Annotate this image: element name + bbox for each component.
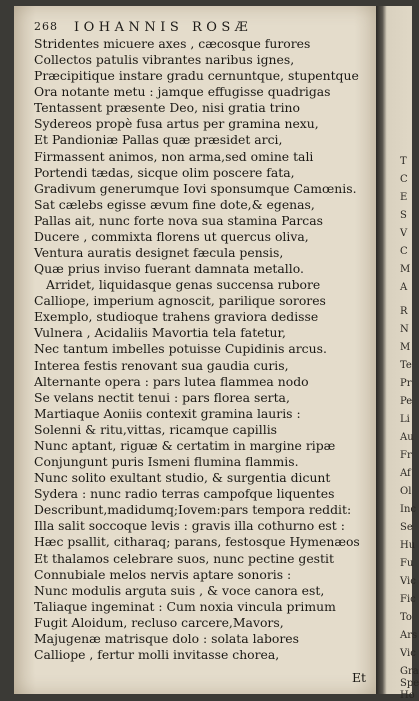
facing-line-fragment: Ho <box>400 690 415 701</box>
verse-line: Sat cælebs egisse ævum fine dote,& egenas, <box>34 196 315 212</box>
verse-line: Interea festis renovant sua gaudia curis, <box>34 357 289 373</box>
facing-line-fragment: S <box>400 210 407 221</box>
facing-line-fragment: Af <box>400 468 411 479</box>
verse-line: Describunt,madidumq;Iovem:pars tempora reddit: <box>34 502 352 518</box>
verse-line: Collectos patulis vibrantes naribus ignes, <box>34 52 295 68</box>
verse-line: Sydera : nunc radio terras campofque liquentes <box>34 486 335 502</box>
verse-line: Et Pandioniæ Pallas quæ præsidet arci, <box>34 132 283 148</box>
facing-line-fragment: Pr <box>400 378 412 389</box>
facing-line-fragment: Vic <box>400 648 416 659</box>
running-header <box>34 20 364 36</box>
facing-page-edge <box>376 6 419 701</box>
verse-line: Majugenæ matrisque dolo : solata labores <box>34 630 299 646</box>
facing-line-fragment: Ol <box>400 486 412 497</box>
facing-line-fragment: Fu <box>400 558 414 569</box>
facing-line-fragment: Se <box>400 522 413 533</box>
verse-line: Ventura auratis designet fæcula pensis, <box>34 245 284 261</box>
facing-line-fragment: Li <box>400 414 410 425</box>
verse-line: Illa salit soccoque levis : gravis illa cothurno est : <box>34 518 345 534</box>
verse-line: Hæc psallit, citharaq; parans, festosque Hymenæos <box>34 534 360 550</box>
verse-line: Nunc solito exultant studio, & surgentia dicunt <box>34 470 331 486</box>
verse-line: Sydereos propè fusa artus per gramina nexu, <box>34 116 319 132</box>
verse-line: Arridet, liquidasque genas succensa rubore <box>46 277 321 293</box>
facing-line-fragment: C <box>400 246 408 257</box>
facing-line-fragment: V <box>400 228 408 239</box>
facing-line-fragment: N <box>400 324 409 335</box>
facing-line-fragment: Spe <box>400 678 419 689</box>
facing-line-fragment: T <box>400 156 407 167</box>
verse-line: Calliope , fertur molli invitasse chorea, <box>34 646 280 662</box>
facing-line-fragment: To <box>400 612 412 623</box>
catchword: Et <box>351 670 366 685</box>
verse-line: Solenni & ritu,vittas, ricamque capillis <box>34 421 278 437</box>
verse-line: Vulnera , Acidaliis Mavortia tela fatetur, <box>34 325 286 341</box>
facing-line-fragment: Gra <box>400 666 419 677</box>
verse-line: Calliope, imperium agnoscit, parilique sorores <box>34 293 326 309</box>
verse-line: Ducere , commixta florens ut quercus oliva, <box>34 228 309 244</box>
facing-line-fragment: M <box>400 342 411 353</box>
facing-line-fragment: Fic <box>400 594 416 605</box>
page-number: 268 <box>34 20 58 33</box>
facing-line-fragment: C <box>400 174 408 185</box>
facing-line-fragment: Vic <box>400 576 416 587</box>
verse-line: Gradivum generumque Iovi sponsumque Camœnis. <box>34 180 357 196</box>
verse-line: Pallas ait, nunc forte nova sua stamina Parcas <box>34 212 323 228</box>
facing-line-fragment: Hu <box>400 540 416 551</box>
facing-line-fragment: M <box>400 264 411 275</box>
verse-line: Alternante opera : pars lutea flammea nodo <box>34 373 309 389</box>
book-page <box>14 6 376 694</box>
facing-line-fragment: Au <box>400 432 414 443</box>
facing-line-fragment: E <box>400 192 408 203</box>
facing-line-fragment: R <box>400 306 408 317</box>
verse-line: Ora notante metu : jamque effugisse quadrigas <box>34 84 331 100</box>
facing-line-fragment: Fr <box>400 450 412 461</box>
facing-line-fragment: A <box>400 282 408 293</box>
verse-line: Stridentes micuere axes , cæcosque furores <box>34 36 311 51</box>
verse-line: Quæ prius inviso fuerant damnata metallo. <box>34 261 304 277</box>
verse-line: Connubiale melos nervis aptare sonoris : <box>34 566 292 582</box>
running-title: IOHANNIS ROSÆ <box>74 20 253 35</box>
facing-line-fragment: Inc <box>400 504 416 515</box>
verse-line: Conjungunt puris Ismeni flumina flammis. <box>34 454 299 470</box>
verse-line: Nunc modulis arguta suis , & voce canora est, <box>34 582 325 598</box>
verse-line: Præcipitique instare gradu cernuntque, stupentque <box>34 68 359 84</box>
verse-line: Exemplo, studioque trahens graviora dedisse <box>34 309 319 325</box>
verse-line: Taliaque ingeminat : Cum noxia vincula primum <box>34 598 336 614</box>
poem-text <box>34 36 370 663</box>
verse-line: Fugit Aloidum, recluso carcere,Mavors, <box>34 614 284 630</box>
facing-line-fragment: Ars <box>400 630 418 641</box>
verse-line: Et thalamos celebrare suos, nunc pectine gestit <box>34 550 334 566</box>
verse-line: Nec tantum imbelles potuisse Cupidinis arcus. <box>34 341 327 357</box>
verse-line: Nunc aptant, riguæ & certatim in margine ripæ <box>34 437 336 453</box>
facing-line-fragment: Pe <box>400 396 413 407</box>
verse-line: Se velans nectit tenui : pars florea serta, <box>34 389 290 405</box>
verse-line: Tentassent præsente Deo, nisi gratia trino <box>34 100 300 116</box>
verse-line: Martiaque Aoniis contexit gramina lauris : <box>34 405 301 421</box>
verse-line: Portendi tædas, sicque olim poscere fata, <box>34 164 295 180</box>
verse-line: Firmassent animos, non arma,sed omine tali <box>34 148 314 164</box>
facing-line-fragment: Te <box>400 360 412 371</box>
